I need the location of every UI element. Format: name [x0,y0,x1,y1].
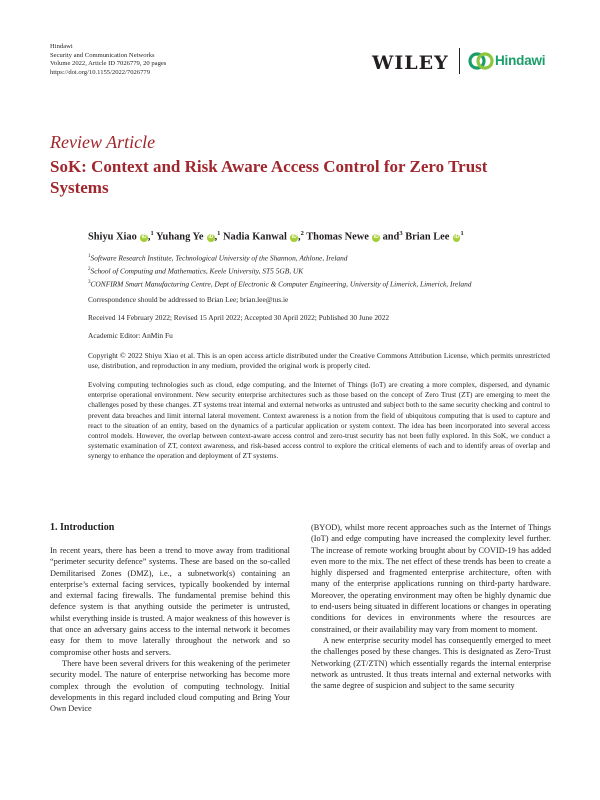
body-paragraph: There have been several drivers for this weakening of the perimeter security model. The nature of enterprise networking has become more complex through the evolution of computing technology. Initial developments in this regard included cloud computing and Bring Your Own Device [50,658,290,714]
affiliations [88,251,471,290]
affiliation-item: $^3$CONFIRM Smart Manufacturing Centre, Dept of Electronic & Computer Engineering, University of Limerick, Limerick, Ireland [88,279,472,289]
academic-editor: Academic Editor: AnMin Fu [88,331,173,340]
orcid-icon[interactable]: iD [208,234,214,241]
body-paragraph: (BYOD), whilst more recent approaches such as the Internet of Things (IoT) and edge computing have increased the complexity level further. The increase of remote working brought about by COVID-19 has added even more to the mix. The net effect of these trends has been to create a highly dispersed and fragmented enterprise architecture, often with many of the enterprise applications running on third-party hardware. Moreover, the operating environment may often be highly dynamic due to end-users being situated in different locations or changes in operating conditions for devices in environments where the resources are constrained, or their availability may vary from moment to moment. [311,523,551,634]
orcid-icon[interactable]: iD [291,234,297,241]
abstract: Evolving computing technologies such as cloud, edge computing, and the Internet of Things (IoT) are creating a more complex, dispersed, and dynamic enterprise operational environment. New security enterprise architectures such as those based on the concept of Zero Trust (ZT) are emerging to meet the challenges posed by these changes. ZT systems treat internal and external networks as untrusted and subject both to the same security checking and control to prevent data breaches and limit internal lateral movement. Context awareness is a notion from the field of ubiquitous computing that is used to capture and react to the situation of an entity, based on the dynamics of a particular application or system context. The idea has been incorporated into several access control models. However, the overlap between context-aware access control and zero-trust security has not been fully explored. In this SoK, we conduct a systematic examination of ZT, context awareness, and risk-based access control to explore the critical elements of each and to identify areas of overlap and synergy to enhance the operation and deployment of ZT systems. [88,380,550,461]
copyright-notice: Copyright © 2022 Shiyu Xiao et al. This is an open access article distributed under the Creative Commons Attribution License, which permits unrestricted use, distribution, and reproduction in any medium, provided the original work is properly cited. [88,351,550,371]
section-heading: 1. Introduction [50,522,115,533]
wiley-logo: WILEY [372,52,449,74]
orcid-icon[interactable]: iD [373,234,379,241]
affiliation-marker: 3 [399,230,403,237]
journal-name: Security and Communication Networks [50,51,155,59]
affiliation-item: $^1$Software Research Institute, Technological University of the Shannon, Athlone, Ireland [88,253,348,263]
body-paragraph: A new enterprise security model has consequently emerged to meet the challenges posed by these changes. This is designated as Zero-Trust Networking (ZT/ZTN) which essentially regards the internal enterprise network as untrusted. It thus treats internal and external networks with the same degree of suspicion and subject to the same security [311,635,551,691]
doi-link[interactable]: https://doi.org/10.1155/2022/7026779 [50,68,151,76]
article-type: Review Article [50,132,156,152]
author-name: Yuhang Ye [156,231,204,243]
affiliation-item: $^2$School of Computing and Mathematics, Keele University, ST5 5GB, UK [88,266,304,276]
author-separator: , [214,231,218,243]
author-name: Nadia Kanwal [223,231,287,243]
publisher-logos [372,44,552,78]
author-separator: and [379,231,400,243]
journal-meta [50,43,166,77]
hindawi-logo-icon [468,50,494,72]
volume-line: Volume 2022, Article ID 7026779, 20 pages [50,60,167,68]
author-list [88,230,464,242]
article-title: SoK: Context and Risk Aware Access Control for Zero Trust Systems [50,157,488,197]
logo-divider [459,48,460,74]
body-paragraph: In recent years, there has been a trend to move away from traditional “perimeter security defence” systems. These are based on the so-called Demilitarised Zones (DMZ), i.e., a subnetwork(s) containing an enterprise’s external facing services, typically bookended by internal and external facing firewalls. The fundamental premise behind this defence system is that anything outside the perimeter is untrusted, whilst everything inside is trusted. A major weakness of this however is that once an adversary gains access to the internal network it becomes easy for them to move laterally throughout the network and so compromise other hosts and servers. [50,546,290,657]
hindawi-wordmark: Hindawi [495,53,546,68]
correspondence: Correspondence should be addressed to Brian Lee; brian.lee@tus.ie [88,295,289,304]
affiliation-marker: 1 [217,230,221,237]
publication-dates: Received 14 February 2022; Revised 15 April 2022; Accepted 30 April 2022; Published 30 June 2022 [88,313,390,322]
orcid-icon[interactable]: iD [454,234,460,241]
author-separator: , [147,231,151,243]
affiliation-marker: 2 [300,230,304,237]
author-separator: , [297,231,301,243]
publisher-line: Hindawi [50,43,73,50]
orcid-icon[interactable]: iD [141,234,147,241]
author-name: Brian Lee [405,231,450,243]
left-column [50,522,290,714]
author-name: Shiyu Xiao [88,231,137,243]
affiliation-marker: 1 [460,230,464,237]
right-column [311,522,551,691]
affiliation-marker: 1 [150,230,154,237]
author-name: Thomas Newe [306,231,369,243]
